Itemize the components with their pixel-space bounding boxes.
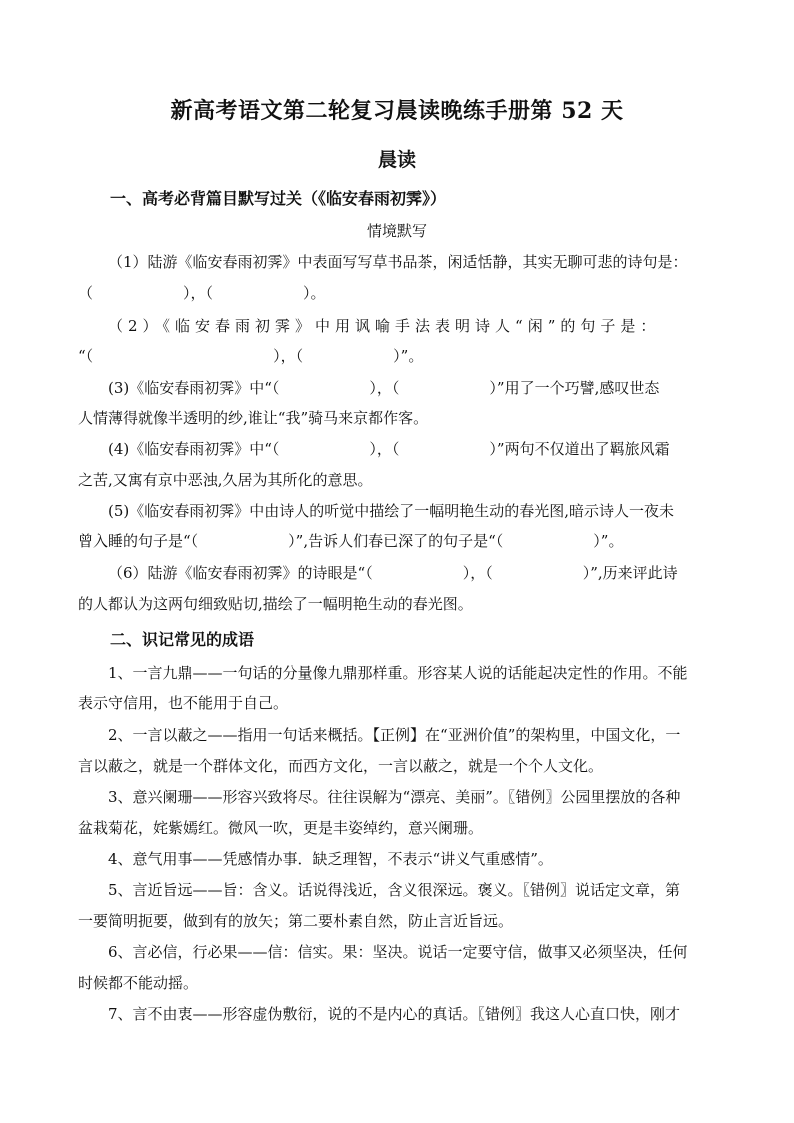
paragraph-line: 7、言不由衷——形容虚伪敷衍，说的不是内心的真话。〖错例〗我这人心直口快，刚才 (108, 1005, 681, 1023)
paragraph-line: 言以蔽之，就是一个群体文化，而西方文化，一言以蔽之，就是一个个人文化。 (78, 757, 604, 775)
paragraph-line: (4)《临安春雨初霁》中“（ ），（ ）”两句不仅道出了羁旅风霜 (108, 440, 670, 458)
section-heading-2: 二、识记常见的成语 (110, 630, 255, 649)
paragraph-line: (5)《临安春雨初霁》中由诗人的听觉中描绘了一幅明艳生动的春光图,暗示诗人一夜未 (108, 502, 675, 520)
paragraph-line: 的人都认为这两句细致贴切,描绘了一幅明艳生动的春光图。 (78, 595, 473, 613)
paragraph-line: 6、言必信，行必果——信：信实。果：坚决。说话一定要守信，做事又必须坚决，任何 (108, 943, 688, 961)
section-caption: 情境默写 (366, 222, 427, 240)
paragraph-line: （1）陆游《临安春雨初霁》中表面写写草书品茶，闲适恬静，其实无聊可悲的诗句是： (108, 253, 688, 271)
paragraph-line: 3、意兴阑珊——形容兴致将尽。往往误解为“漂亮、美丽”。〖错例〗公园里摆放的各种 (108, 788, 681, 806)
paragraph-line: 之苦,又寓有京中恶浊,久居为其所化的意思。 (78, 471, 373, 489)
paragraph-line: 1、一言九鼎——一句话的分量像九鼎那样重。形容某人说的话能起决定性的作用。不能 (108, 664, 688, 682)
paragraph-line: 4、意气用事——凭感情办事．缺乏理智，不表示“讲义气重感情”。 (108, 850, 553, 868)
paragraph-line: （6）陆游《临安春雨初霁》的诗眼是“（ ），（ ）”,历来评此诗 (108, 564, 678, 582)
paragraph-line: “（ ），（ ）”。 (78, 347, 424, 365)
paragraph-line: 一要简明扼要，做到有的放矢；第二要朴素自然，防止言近旨远。 (78, 912, 514, 930)
paragraph-line: 盆栽菊花，姹紫嫣红。微风一吹，更是丰姿绰约，意兴阑珊。 (78, 819, 484, 837)
paragraph-line: 5、言近旨远——旨：含义。话说得浅近，含义很深远。褒义。〖错例〗说话定文章，第 (108, 881, 681, 899)
paragraph-line: 时候都不能动摇。 (78, 974, 199, 992)
paragraph-line: （2）《临安春雨初霁》中用讽喻手法表明诗人“闲”的句子是： (108, 317, 661, 335)
page-title: 新高考语文第二轮复习晨读晚练手册第 52 天 (170, 98, 624, 124)
paragraph-line: 曾入睡的句子是“（ ）”,告诉人们春已深了的句子是“（ ）”。 (78, 532, 624, 550)
page-subtitle: 晨读 (377, 149, 416, 171)
paragraph-line: 2、一言以蔽之——指用一句话来概括。【正例】在“亚洲价值”的架构里，中国文化，一 (108, 726, 681, 744)
section-heading-1: 一、高考必背篇目默写过关（《临安春雨初霁》） (110, 189, 447, 208)
paragraph-line: (3)《临安春雨初霁》中“（ ），（ ）”用了一个巧譬,感叹世态 (108, 379, 660, 397)
paragraph-line: 人情薄得就像半透明的纱,谁让“我”骑马来京都作客。 (78, 409, 429, 427)
paragraph-line: （ ），（ ）。 (78, 284, 326, 302)
paragraph-line: 表示守信用，也不能用于自己。 (78, 694, 289, 712)
